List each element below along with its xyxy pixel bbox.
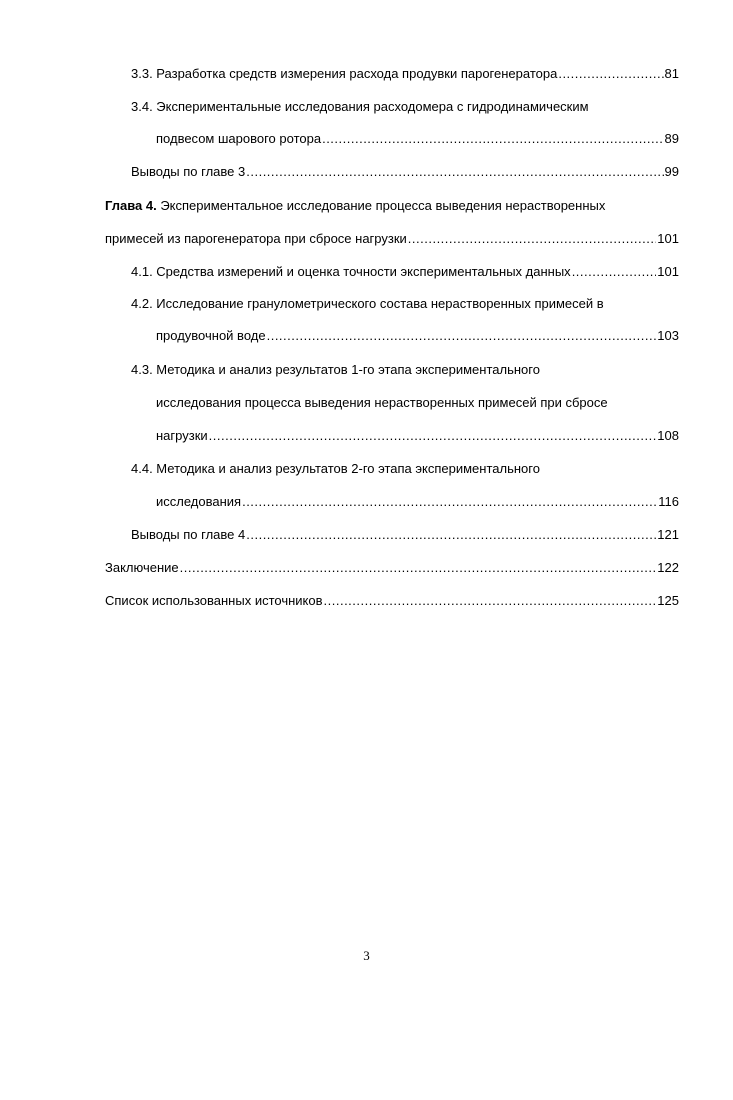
toc-leader-dots — [246, 527, 656, 543]
toc-leader-dots — [209, 428, 657, 444]
toc-leader-dots — [408, 231, 657, 247]
toc-entry-title: исследования — [156, 494, 242, 509]
toc-chapter-4-line1 — [105, 198, 605, 214]
toc-entry-4-4-line1: 4.4. Методика и анализ результатов 2-го этапа экспериментального — [131, 461, 540, 476]
toc-leader-dots — [267, 328, 657, 344]
toc-entry-4-2-line1: 4.2. Исследование гранулометрического состава нерастворенных примесей в — [131, 296, 604, 311]
toc-leader-dots — [324, 593, 657, 609]
toc-entry-3-4 — [156, 131, 679, 147]
chapter-title: Экспериментальное исследование процесса выведения нерастворенных — [156, 198, 606, 213]
toc-entry-title: 4.1. Средства измерений и оценка точности экспериментальных данных — [131, 264, 571, 279]
toc-leader-dots — [572, 264, 657, 280]
toc-entry-title: Список использованных источников — [105, 593, 323, 608]
toc-entry-4-2 — [156, 328, 679, 344]
toc-entry-4-1 — [131, 264, 679, 280]
toc-entry-conclusions-3 — [131, 164, 679, 180]
toc-entry-title: Выводы по главе 4 — [131, 527, 246, 542]
toc-entry-3-4-line1: 3.4. Экспериментальные исследования расходомера с гидродинамическим — [131, 99, 589, 114]
toc-entry-4-3-line1: 4.3. Методика и анализ результатов 1-го этапа экспериментального — [131, 362, 540, 377]
toc-page-number: 89 — [664, 131, 679, 146]
toc-entry-conclusions-4 — [131, 527, 679, 543]
toc-chapter-4 — [105, 231, 679, 247]
toc-entry-title: Выводы по главе 3 — [131, 164, 246, 179]
toc-entry-title: примесей из парогенератора при сбросе нагрузки — [105, 231, 407, 246]
toc-page-number: 121 — [657, 527, 679, 542]
toc-entry-title: 3.3. Разработка средств измерения расхода продувки парогенератора — [131, 66, 558, 81]
toc-page-number: 108 — [657, 428, 679, 443]
toc-page-number: 99 — [664, 164, 679, 179]
toc-leader-dots — [242, 494, 657, 510]
toc-entry-title: подвесом шарового ротора — [156, 131, 322, 146]
toc-entry-4-3 — [156, 428, 679, 444]
toc-page-number: 101 — [657, 264, 679, 279]
page-number: 3 — [363, 948, 370, 963]
toc-entry-4-4 — [156, 494, 679, 510]
toc-page-number: 116 — [658, 494, 679, 509]
toc-entry-4-3-line2: исследования процесса выведения нерастворенных примесей при сбросе — [156, 395, 608, 410]
toc-entry-title: продувочной воде — [156, 328, 266, 343]
toc-leader-dots — [180, 560, 657, 576]
toc-entry-title: Заключение — [105, 560, 179, 575]
toc-page-number: 103 — [657, 328, 679, 343]
toc-entry-3-3 — [131, 66, 679, 82]
toc-page-number: 122 — [657, 560, 679, 575]
toc-page-number: 81 — [664, 66, 679, 81]
toc-entry-title: нагрузки — [156, 428, 208, 443]
toc-leader-dots — [322, 131, 663, 147]
toc-leader-dots — [246, 164, 663, 180]
toc-leader-dots — [558, 66, 663, 82]
toc-page-number: 101 — [657, 231, 679, 246]
toc-entry-conclusion — [105, 560, 679, 576]
toc-page-number: 125 — [657, 593, 679, 608]
toc-entry-references — [105, 593, 679, 609]
chapter-label: Глава 4. — [105, 198, 157, 213]
